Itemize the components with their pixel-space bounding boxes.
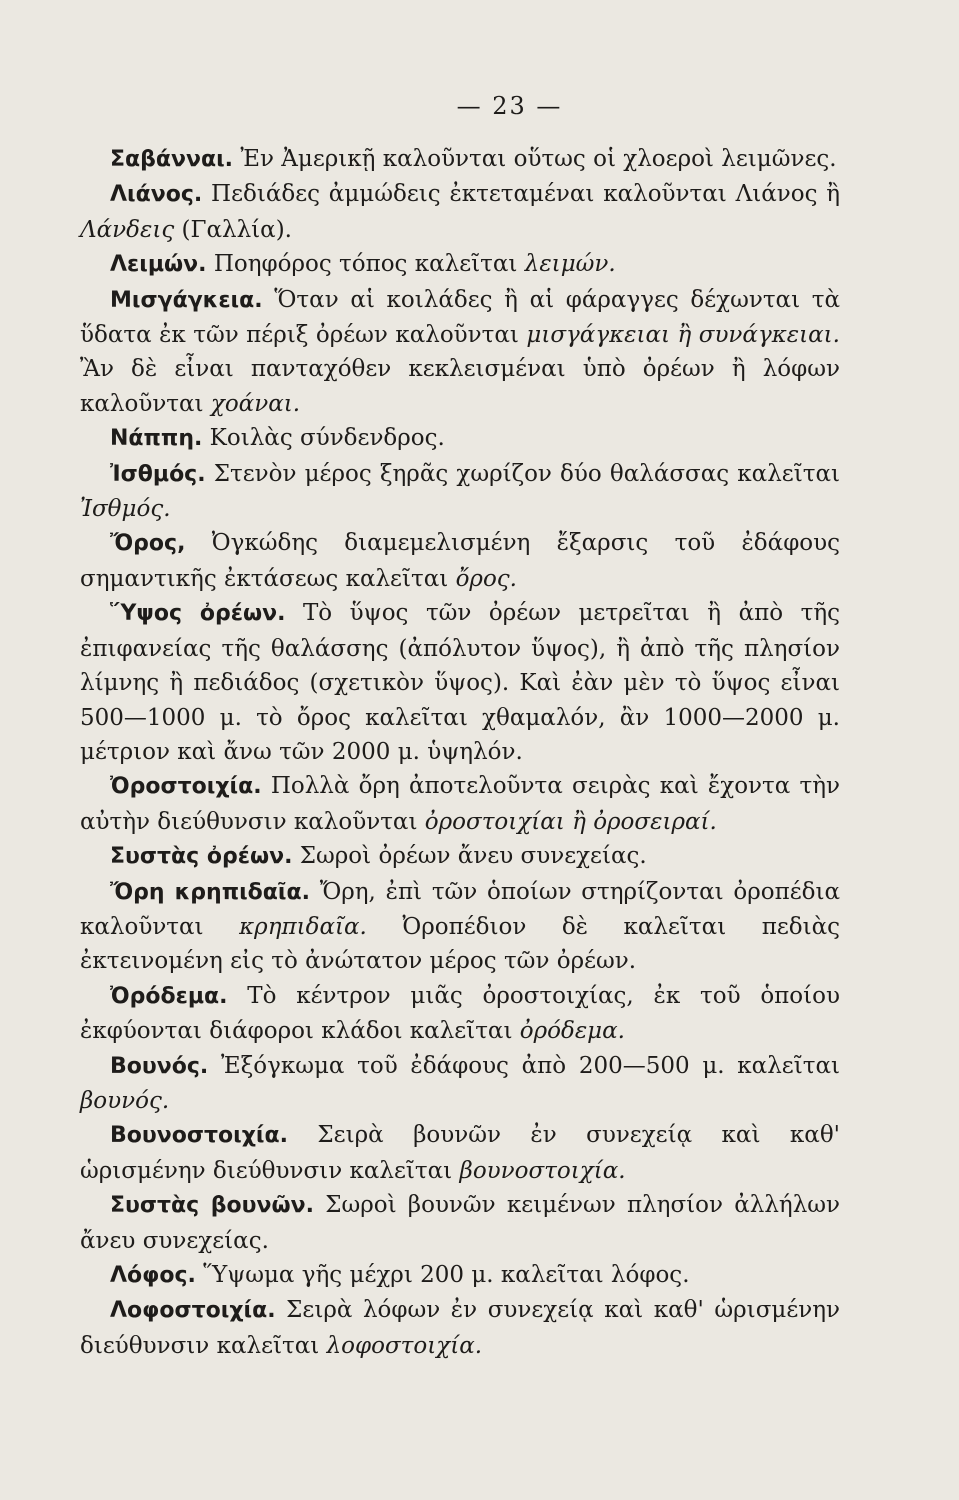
entry-term: Ὕψος ὀρέων. — [110, 601, 286, 627]
entry-italic: λειμών. — [524, 251, 616, 278]
entry-text: Τὸ ὕψος τῶν ὀρέων μετρεῖται ἢ ἀπὸ τῆς ἐπιφανείας τῆς θαλάσσης (ἀπόλυτον ὕψος), ἢ ἀπὸ τῆς πλησίον λίμνης ἢ πεδιάδος (σχετικὸν ὕψος). Καὶ ἐὰν μὲν τὸ ὕψος εἶναι 500—1000 μ. τὸ ὄρος καλεῖται χθαμαλόν, ἂν 1000—2000 μ. μέτριον καὶ ἄνω τῶν 2000 μ. ὑψηλόν. — [80, 600, 840, 765]
entry-term: Ἰσθμός. — [110, 461, 206, 487]
entry-text: Σωροὶ ὀρέων ἄνευ συνεχείας. — [299, 843, 647, 870]
entry-italic: ὀρόδεμα. — [519, 1018, 625, 1045]
entry-savannai — [80, 142, 840, 177]
entry-text: Σωροὶ βουνῶν κειμένων πλησίον ἀλλήλων ἄνευ συνεχείας. — [80, 1192, 841, 1254]
entry-term: Ὄρος, — [110, 531, 186, 557]
entry-text: Ἐν Ἀμερικῇ καλοῦνται οὕτως οἱ χλοεροὶ λειμῶνες. — [240, 146, 837, 172]
entry-term: Βουνός. — [110, 1053, 209, 1079]
entry-term: Λειμών. — [110, 252, 207, 278]
entry-orostoixia — [80, 769, 840, 839]
entry-lofos — [80, 1258, 840, 1293]
entry-ypsos-oreon — [80, 596, 840, 769]
entry-text: Σειρὰ βουνῶν ἐν συνεχείᾳ καὶ καθ' ὡρισμένην διεύθυνσιν καλεῖται — [80, 1122, 840, 1184]
entry-text: Ὀγκώδης διαμεμελισμένη ἔξαρσις τοῦ ἐδάφους σημαντικῆς ἐκτάσεως καλεῖται — [80, 530, 841, 592]
entry-oros — [80, 526, 840, 596]
entry-italic: κρηπιδαῖα. — [239, 913, 367, 940]
entry-text: Ἐξόγκωμα τοῦ ἐδάφους ἀπὸ 200—500 μ. καλεῖται — [220, 1052, 840, 1079]
entry-term: Λόφος. — [110, 1263, 196, 1288]
entry-italic: Λάνδεις — [80, 216, 175, 243]
page-number: — 23 — — [456, 92, 563, 120]
entry-systas-oreon — [80, 839, 840, 874]
entry-term: Λοφοστοιχία. — [110, 1298, 276, 1324]
entry-systas-vounon — [80, 1188, 840, 1258]
entry-text: Σειρὰ λόφων ἐν συνεχείᾳ καὶ καθ' ὡρισμένην διεύθυνσιν καλεῖται — [80, 1297, 840, 1359]
entry-term: Συστὰς ὀρέων. — [110, 844, 293, 870]
entry-term: Λιάνος. — [110, 182, 203, 208]
entry-italic: βουνός. — [80, 1087, 170, 1114]
entry-vounostoixia — [80, 1118, 840, 1188]
entry-ori-krepidaia — [80, 875, 840, 979]
entry-italic: Ἰσθμός. — [80, 496, 171, 523]
entry-text: Κοιλὰς σύνδενδρος. — [209, 425, 445, 452]
entry-term: Νάππη. — [110, 426, 203, 452]
entry-term: Ὀροστοιχία. — [110, 774, 262, 800]
entry-lofostoixia — [80, 1293, 840, 1363]
glossary-text — [80, 142, 840, 1363]
entry-term: Ὄρη κρηπιδαῖα. — [110, 879, 310, 905]
entry-text: Πολλὰ ὄρη ἀποτελοῦντα σειρὰς καὶ ἔχοντα τὴν αὐτὴν διεύθυνσιν καλοῦνται — [80, 773, 841, 835]
entry-orodema — [80, 979, 840, 1049]
entry-text: (Γαλλία). — [181, 216, 292, 243]
entry-term: Σαβάνναι. — [110, 147, 234, 172]
entry-text: Τὸ κέντρον μιᾶς ὀροστοιχίας, ἐκ τοῦ ὁποίου ἐκφύονται διάφοροι κλάδοι καλεῖται — [80, 982, 840, 1045]
entry-nappi — [80, 421, 840, 456]
entry-italic: μισγάγκειαι ἢ συνάγκειαι. — [526, 322, 840, 349]
entry-term: Συστὰς βουνῶν. — [110, 1193, 314, 1219]
entry-term: Ὀρόδεμα. — [110, 983, 228, 1009]
entry-italic: βουνοστοιχία. — [459, 1157, 626, 1184]
entry-text: Ὕψωμα γῆς μέχρι 200 μ. καλεῖται λόφος. — [203, 1262, 690, 1288]
entry-term: Βουνοστοιχία. — [110, 1123, 288, 1149]
entry-italic: ὀροστοιχίαι ἢ ὀροσειραί. — [424, 808, 717, 835]
entry-isthmos — [80, 457, 840, 527]
entry-italic: λοφοστοιχία. — [326, 1332, 483, 1359]
entry-text: Ποηφόρος τόπος καλεῖται — [213, 251, 518, 278]
entry-text: Στενὸν μέρος ξηρᾶς χωρίζον δύο θαλάσσας καλεῖται — [213, 460, 841, 487]
entry-italic: χοάναι. — [210, 390, 301, 417]
entry-term: Μισγάγκεια. — [110, 287, 263, 313]
entry-text: Ὅταν αἱ κοιλάδες ἢ αἱ φάραγγες δέχωνται τὰ ὕδατα ἐκ τῶν πέριξ ὀρέων καλοῦνται — [80, 286, 841, 349]
entry-text: Ὀροπέδιον δὲ καλεῖται πεδιὰς ἐκτεινομένη εἰς τὸ ἀνώτατον μέρος τῶν ὀρέων. — [80, 913, 841, 975]
entry-vounos — [80, 1049, 840, 1119]
entry-leimon — [80, 247, 840, 282]
entry-misgagkeia — [80, 283, 840, 422]
entry-text: Πεδιάδες ἀμμώδεις ἐκτεταμέναι καλοῦνται Λιάνος ἢ — [211, 181, 841, 208]
entry-lianos — [80, 177, 840, 247]
entry-text: Ὄρη, ἐπὶ τῶν ὁποίων στηρίζονται ὀροπέδια καλοῦνται — [80, 878, 841, 940]
entry-italic: ὄρος. — [455, 565, 517, 592]
entry-text: Ἂν δὲ εἶναι πανταχόθεν κεκλεισμέναι ὑπὸ ὀρέων ἢ λόφων καλοῦνται — [80, 356, 840, 417]
